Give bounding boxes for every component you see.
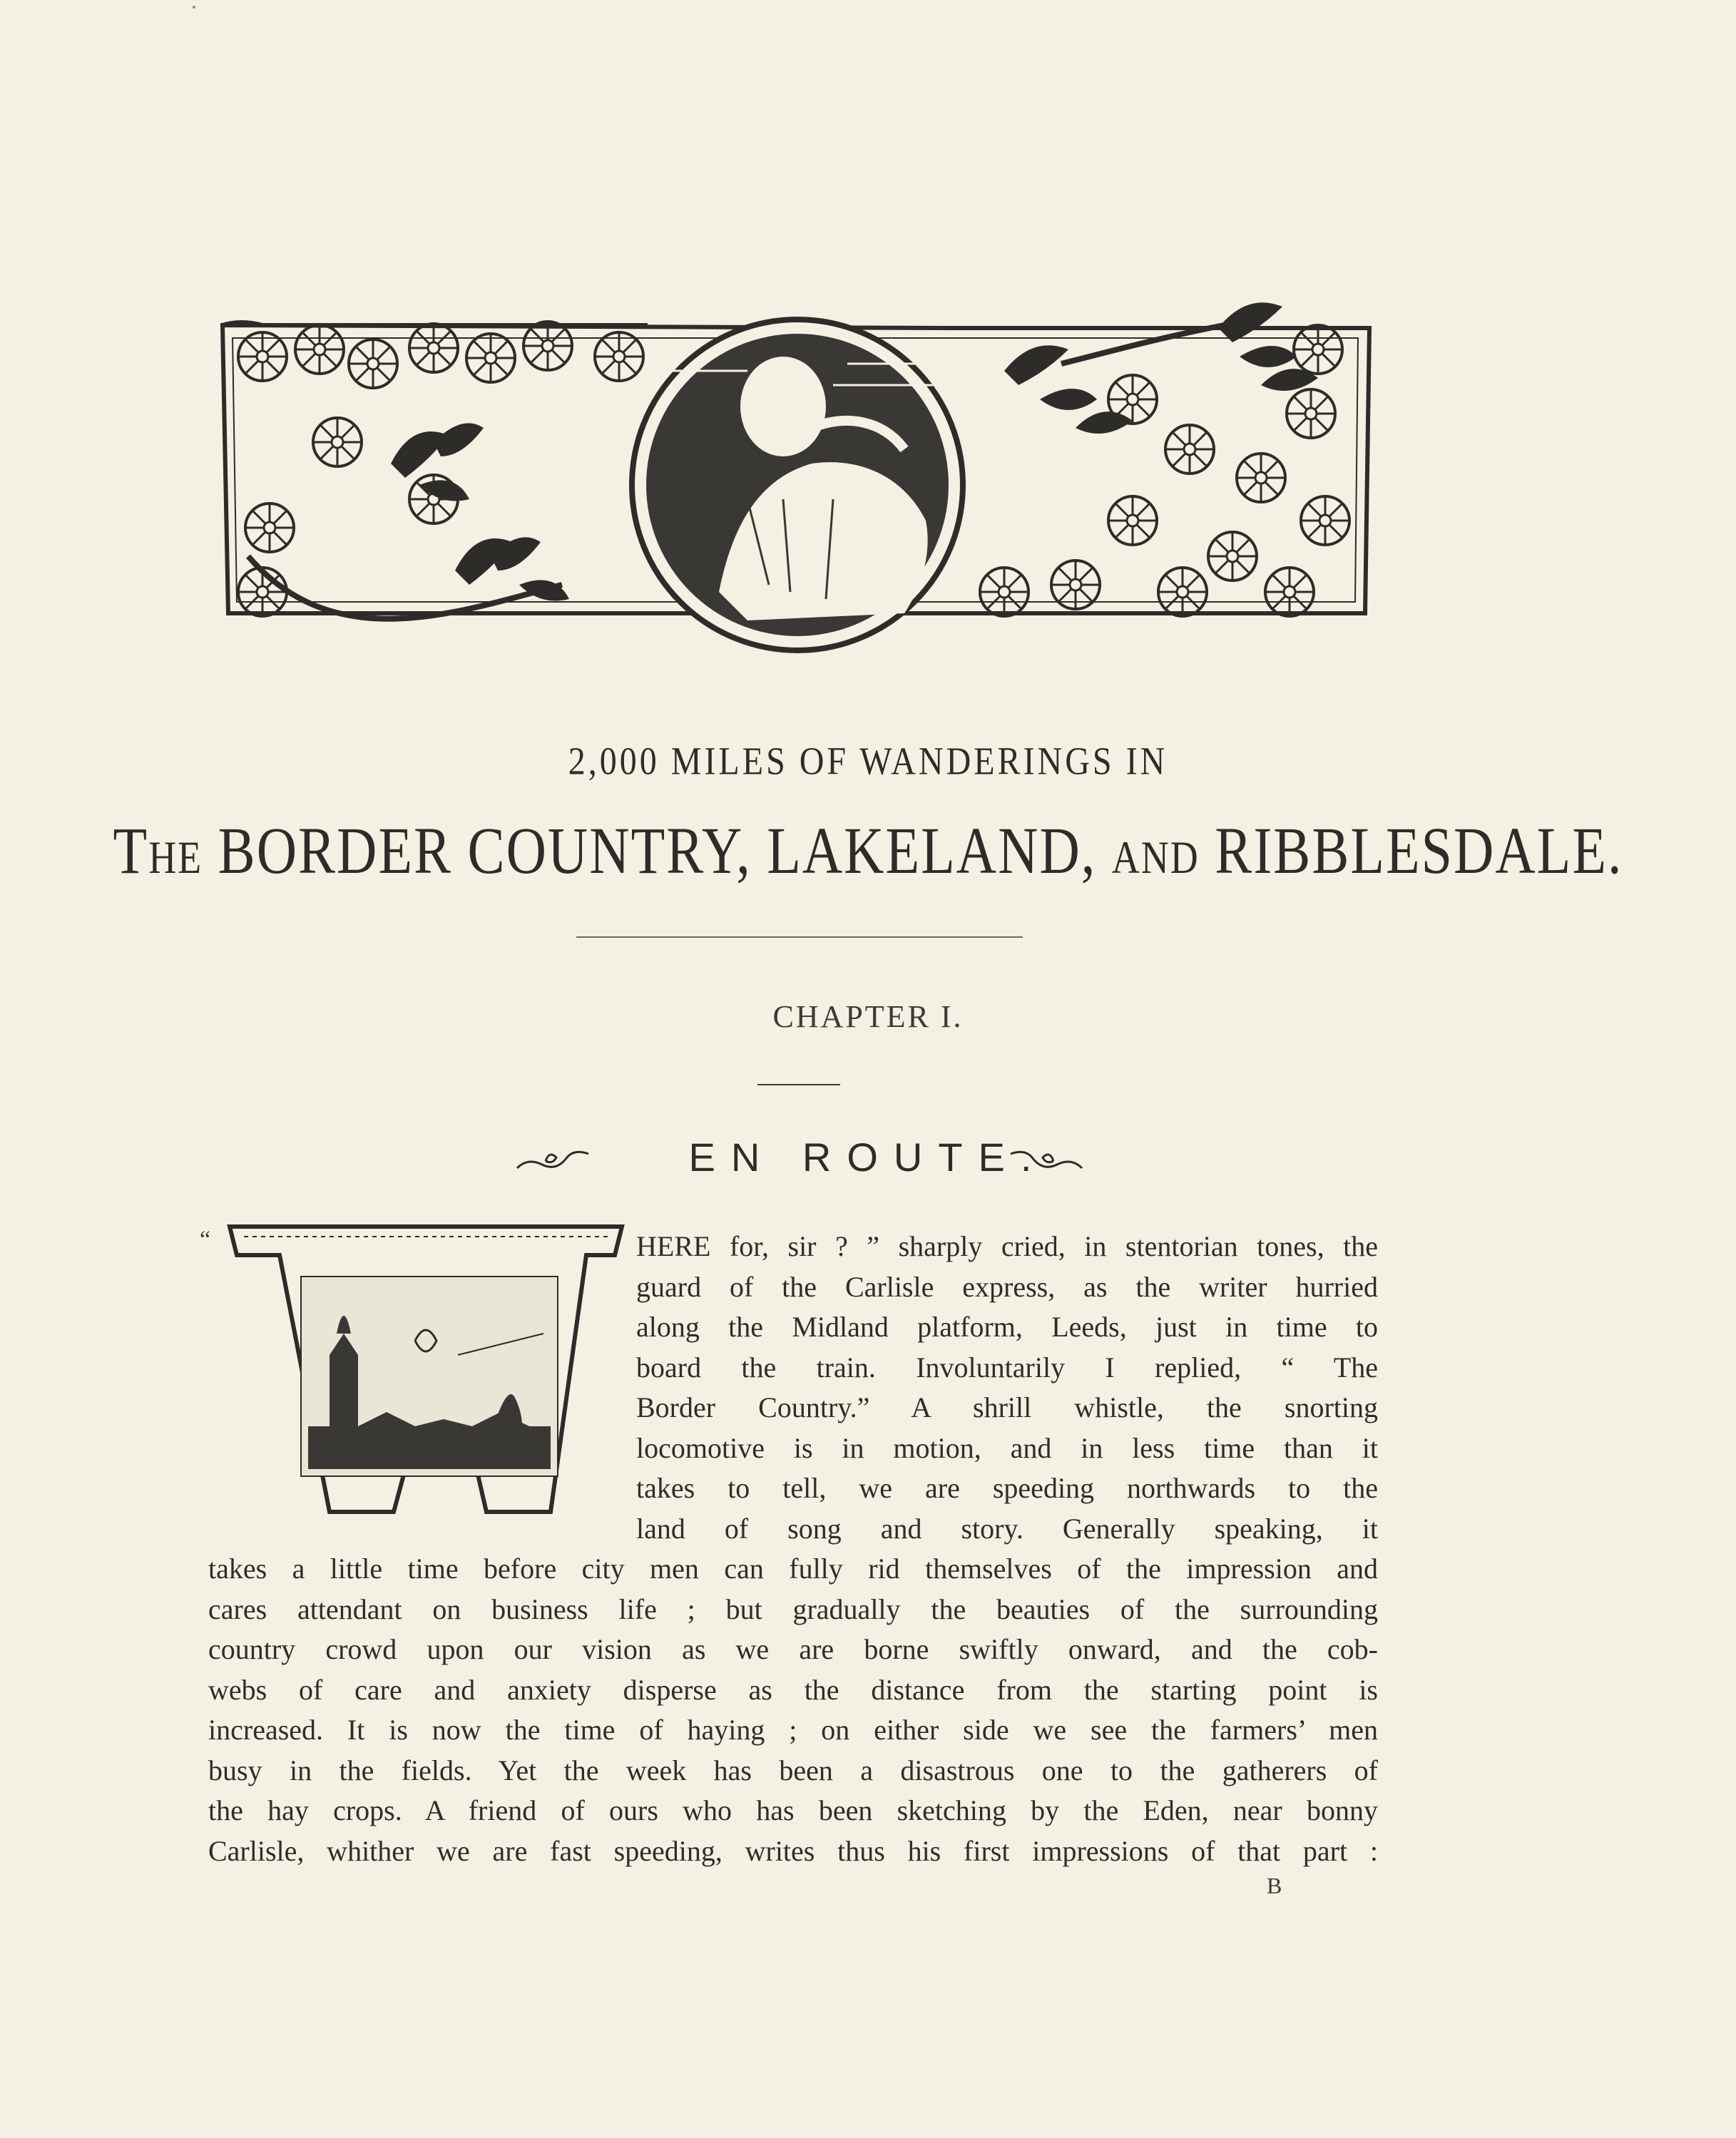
body-line: country crowd upon our vision as we are borne swiftly onward, and the cob-: [208, 1633, 1378, 1665]
body-line: Border Country.” A shrill whistle, the snorting: [636, 1391, 1378, 1423]
body-line: takes to tell, we are speeding northwards to the: [636, 1472, 1378, 1504]
chapter-heading: CHAPTER I.: [772, 999, 964, 1034]
body-line: locomotive is in motion, and in less time than it: [636, 1431, 1378, 1464]
body-line: HERE for, sir ? ” sharply cried, in stentorian tones, the: [636, 1230, 1378, 1262]
body-line: board the train. Involuntarily I replied, “ The: [636, 1351, 1378, 1383]
title-end: RIBBLESDALE.: [1199, 813, 1623, 888]
title-middle: BORDER COUNTRY, LAKELAND,: [203, 813, 1112, 888]
body-line: along the Midland platform, Leeds, just in time to: [636, 1311, 1378, 1343]
body-line: guard of the Carlisle express, as the writer hurried: [636, 1270, 1378, 1303]
title-divider: [576, 936, 1023, 938]
body-line: Carlisle, whither we are fast speeding, writes thus his first impressions of that part :: [208, 1834, 1378, 1867]
title-initial: T: [113, 813, 149, 888]
chapter-body: [208, 1227, 1378, 1871]
body-line: land of song and story. Generally speaking, it: [636, 1512, 1378, 1545]
body-line: cares attendant on business life ; but gradually the beauties of the surrounding: [208, 1592, 1378, 1625]
title-and: AND: [1111, 832, 1200, 884]
body-line: takes a little time before city men can fully rid themselves of the impression and: [208, 1553, 1378, 1585]
signature-mark: B: [1267, 1873, 1282, 1898]
chapter-divider: [757, 1084, 840, 1085]
body-line: increased. It is now the time of haying ; on either side we see the farmers’ men: [208, 1714, 1378, 1746]
section-heading: EN ROUTE.: [688, 1135, 1048, 1180]
opening-quote-mark: “: [200, 1227, 211, 1253]
book-subtitle: 2,000 MILES OF WANDERINGS IN: [568, 740, 1168, 783]
book-title: [0, 812, 1736, 889]
body-line: the hay crops. A friend of ours who has been sketching by the Eden, near bonny: [208, 1794, 1378, 1826]
header-vignette: [220, 285, 1375, 670]
body-line: webs of care and anxiety disperse as the distance from the starting point is: [208, 1673, 1378, 1706]
body-line: busy in the fields. Yet the week has been a disastrous one to the gatherers of: [208, 1754, 1378, 1786]
paper-speck: [193, 6, 195, 9]
title-the: HE: [148, 832, 203, 884]
floral-banner-illustration: [220, 285, 1375, 670]
right-flourish-ornament: [1000, 1147, 1086, 1175]
